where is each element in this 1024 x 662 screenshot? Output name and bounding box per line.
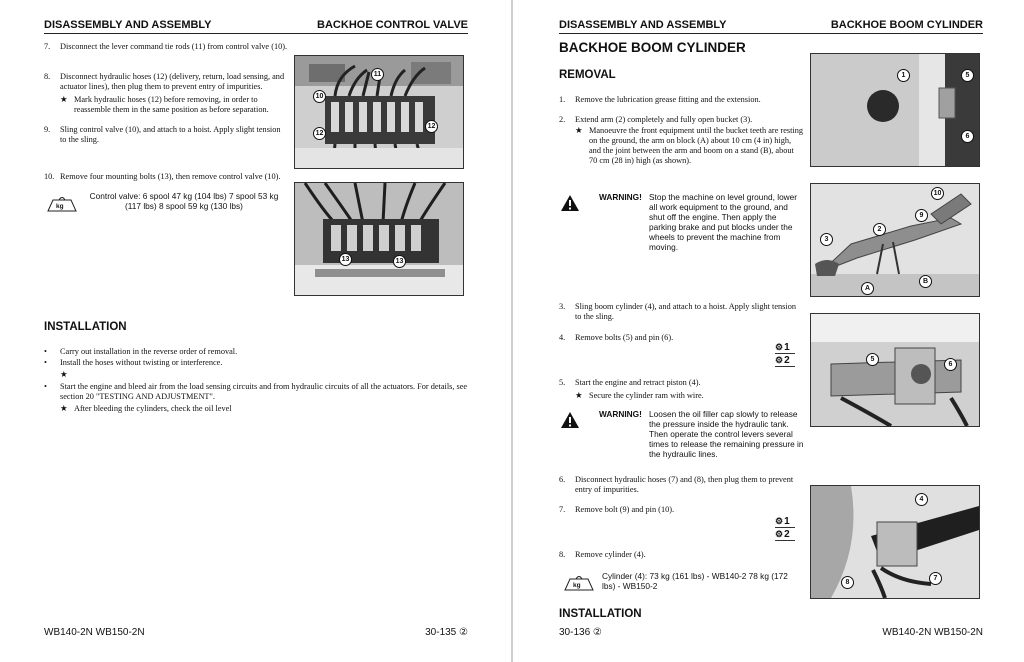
callout-5: 5 (866, 353, 879, 366)
step-8: 8. Remove cylinder (4). (559, 550, 646, 559)
installation-heading: INSTALLATION (559, 608, 642, 620)
callout-5: 5 (961, 69, 974, 82)
callout-1: 1 (897, 69, 910, 82)
photo-boom-pin (810, 313, 980, 427)
step-6: 6. Disconnect hydraulic hoses (7) and (8), then plug them to prevent entry of impurities. (559, 475, 794, 494)
callout-12-left: 12 (313, 127, 326, 140)
star-icon: ★ (60, 95, 68, 104)
step-9: 9. Sling control valve (10), and attach to a hoist. Apply slight tension to the sling. (44, 125, 281, 144)
callout-A: A (861, 282, 874, 295)
star-icon: ★ (60, 370, 68, 379)
right-page-header (559, 19, 983, 34)
note-8: ★ Mark hydraulic hoses (12) before removing, in order to reassemble them in the same position as before separation. (60, 95, 269, 114)
page-title: BACKHOE BOOM CYLINDER (559, 40, 746, 55)
footer-model: WB140-2N WB150-2N (882, 627, 983, 638)
callout-13-right: 13 (393, 255, 406, 268)
photo-grease-fitting-image (811, 54, 979, 166)
footer-page-number: 30-135 ② (425, 627, 468, 638)
callout-9: 9 (915, 209, 928, 222)
callout-8: 8 (841, 576, 854, 589)
right-page (513, 0, 1024, 662)
warning-2-text: Loosen the oil filler cap slowly to release the pressure inside the hydraulic tank. Then operate the control levers several times to release the remaining pressure in the hydraulic lines. (649, 409, 804, 459)
callout-10: 10 (313, 90, 326, 103)
install-bullet-1: • Carry out installation in the reverse order of removal. (44, 347, 238, 356)
photo-cylinder-hoses (810, 485, 980, 599)
warning-2 (599, 409, 804, 459)
kg-label: kg (573, 582, 581, 589)
star-icon: ★ (575, 391, 583, 400)
callout-4: 4 (915, 493, 928, 506)
step-3: 3. Sling boom cylinder (4), and attach to a hoist. Apply slight tension to the sling. (559, 302, 796, 321)
photo-grease-fitting (810, 53, 980, 167)
step-7: 7. Remove bolt (9) and pin (10). (559, 505, 675, 514)
star-icon: ★ (60, 404, 68, 413)
header-section-title: DISASSEMBLY AND ASSEMBLY (44, 19, 212, 31)
callout-B: B (919, 275, 932, 288)
step-7: 7. Disconnect the lever command tie rods (11) from control valve (10). (44, 42, 288, 51)
header-component-title: BACKHOE BOOM CYLINDER (830, 19, 983, 31)
bullet-icon: • (44, 347, 47, 356)
left-page-header (44, 19, 468, 34)
photo-control-valve-hoses (294, 55, 464, 169)
bullet-icon: • (44, 358, 47, 367)
callout-10: 10 (931, 187, 944, 200)
footer-page-number: 30-136 ② (559, 627, 602, 638)
note-2: ★ Manoeuvre the front equipment until the bucket teeth are resting on the ground, the arm on block (A) about 10 cm (4 in) high, and the joint between the arm and boom on a stand (B), about 70 cm (28 in) high (as shown). (575, 126, 804, 165)
left-page (0, 0, 511, 662)
callout-11: 11 (371, 68, 384, 81)
photo-boom-on-stand-image (811, 184, 979, 296)
header-section-title: DISASSEMBLY AND ASSEMBLY (559, 19, 727, 31)
footer-model: WB140-2N WB150-2N (44, 627, 145, 638)
install-bullet-2: • Install the hoses without twisting or interference. (44, 358, 223, 367)
removal-heading: REMOVAL (559, 69, 616, 81)
callout-2: 2 (873, 223, 886, 236)
kg-label: kg (56, 203, 64, 210)
callout-6: 6 (961, 130, 974, 143)
callout-3: 3 (820, 233, 833, 246)
note-5: ★ Secure the cylinder ram with wire. (575, 391, 704, 400)
photo-cylinder-hoses-image (811, 486, 979, 598)
install-star-note: ★ After bleeding the cylinders, check the oil level (60, 404, 232, 413)
header-component-title: BACKHOE CONTROL VALVE (317, 19, 468, 31)
callout-12-right: 12 (425, 120, 438, 133)
tool-reference-icon: ⚙1 ⚙2 (775, 341, 795, 367)
step-2: 2. Extend arm (2) completely and fully open bucket (3). (559, 115, 753, 124)
step-1: 1. Remove the lubrication grease fitting and the extension. (559, 95, 761, 104)
warning-triangle-icon (560, 194, 580, 212)
photo-boom-on-stand (810, 183, 980, 297)
step-4: 4. Remove bolts (5) and pin (6). (559, 333, 674, 342)
tool-reference-icon: ⚙1 ⚙2 (775, 515, 795, 541)
warning-triangle-icon (560, 411, 580, 429)
photo-control-valve-bolts (294, 182, 464, 296)
photo-mounting-bolts-image (295, 183, 463, 295)
step-5: 5. Start the engine and retract piston (4). (559, 378, 701, 387)
warning-1 (599, 192, 804, 252)
step-10: 10. Remove four mounting bolts (13), then remove control valve (10). (44, 172, 281, 181)
callout-13-left: 13 (339, 253, 352, 266)
weight-spec: Control valve: 6 spool 47 kg (104 lbs) 7 spool 53 kg (117 lbs) 8 spool 59 kg (130 lbs) (89, 191, 279, 211)
callout-7: 7 (929, 572, 942, 585)
callout-6: 6 (944, 358, 957, 371)
bullet-icon: • (44, 382, 47, 391)
warning-1-text: Stop the machine on level ground, lower all work equipment to the ground, and shut off the engine. Then apply the parking brake and put blocks under the wheels to prevent the machine from moving. (649, 192, 798, 252)
star-icon: ★ (575, 126, 583, 135)
install-bullet-3: • Start the engine and bleed air from the load sensing circuits and from hydraulic circuits of all the actuators. For details, see section 20 "TESTING AND ADJUSTMENT". (44, 382, 468, 401)
warning-label: WARNING! (599, 192, 642, 202)
warning-label: WARNING! (599, 409, 642, 419)
weight-spec: Cylinder (4): 73 kg (161 lbs) - WB140-2 78 kg (172 lbs) - WB150-2 (602, 571, 788, 591)
step-8: 8. Disconnect hydraulic hoses (12) (delivery, return, load sensing, and actuator lines), then plug them to prevent entry of impurities. (44, 72, 285, 91)
installation-heading: INSTALLATION (44, 321, 127, 333)
